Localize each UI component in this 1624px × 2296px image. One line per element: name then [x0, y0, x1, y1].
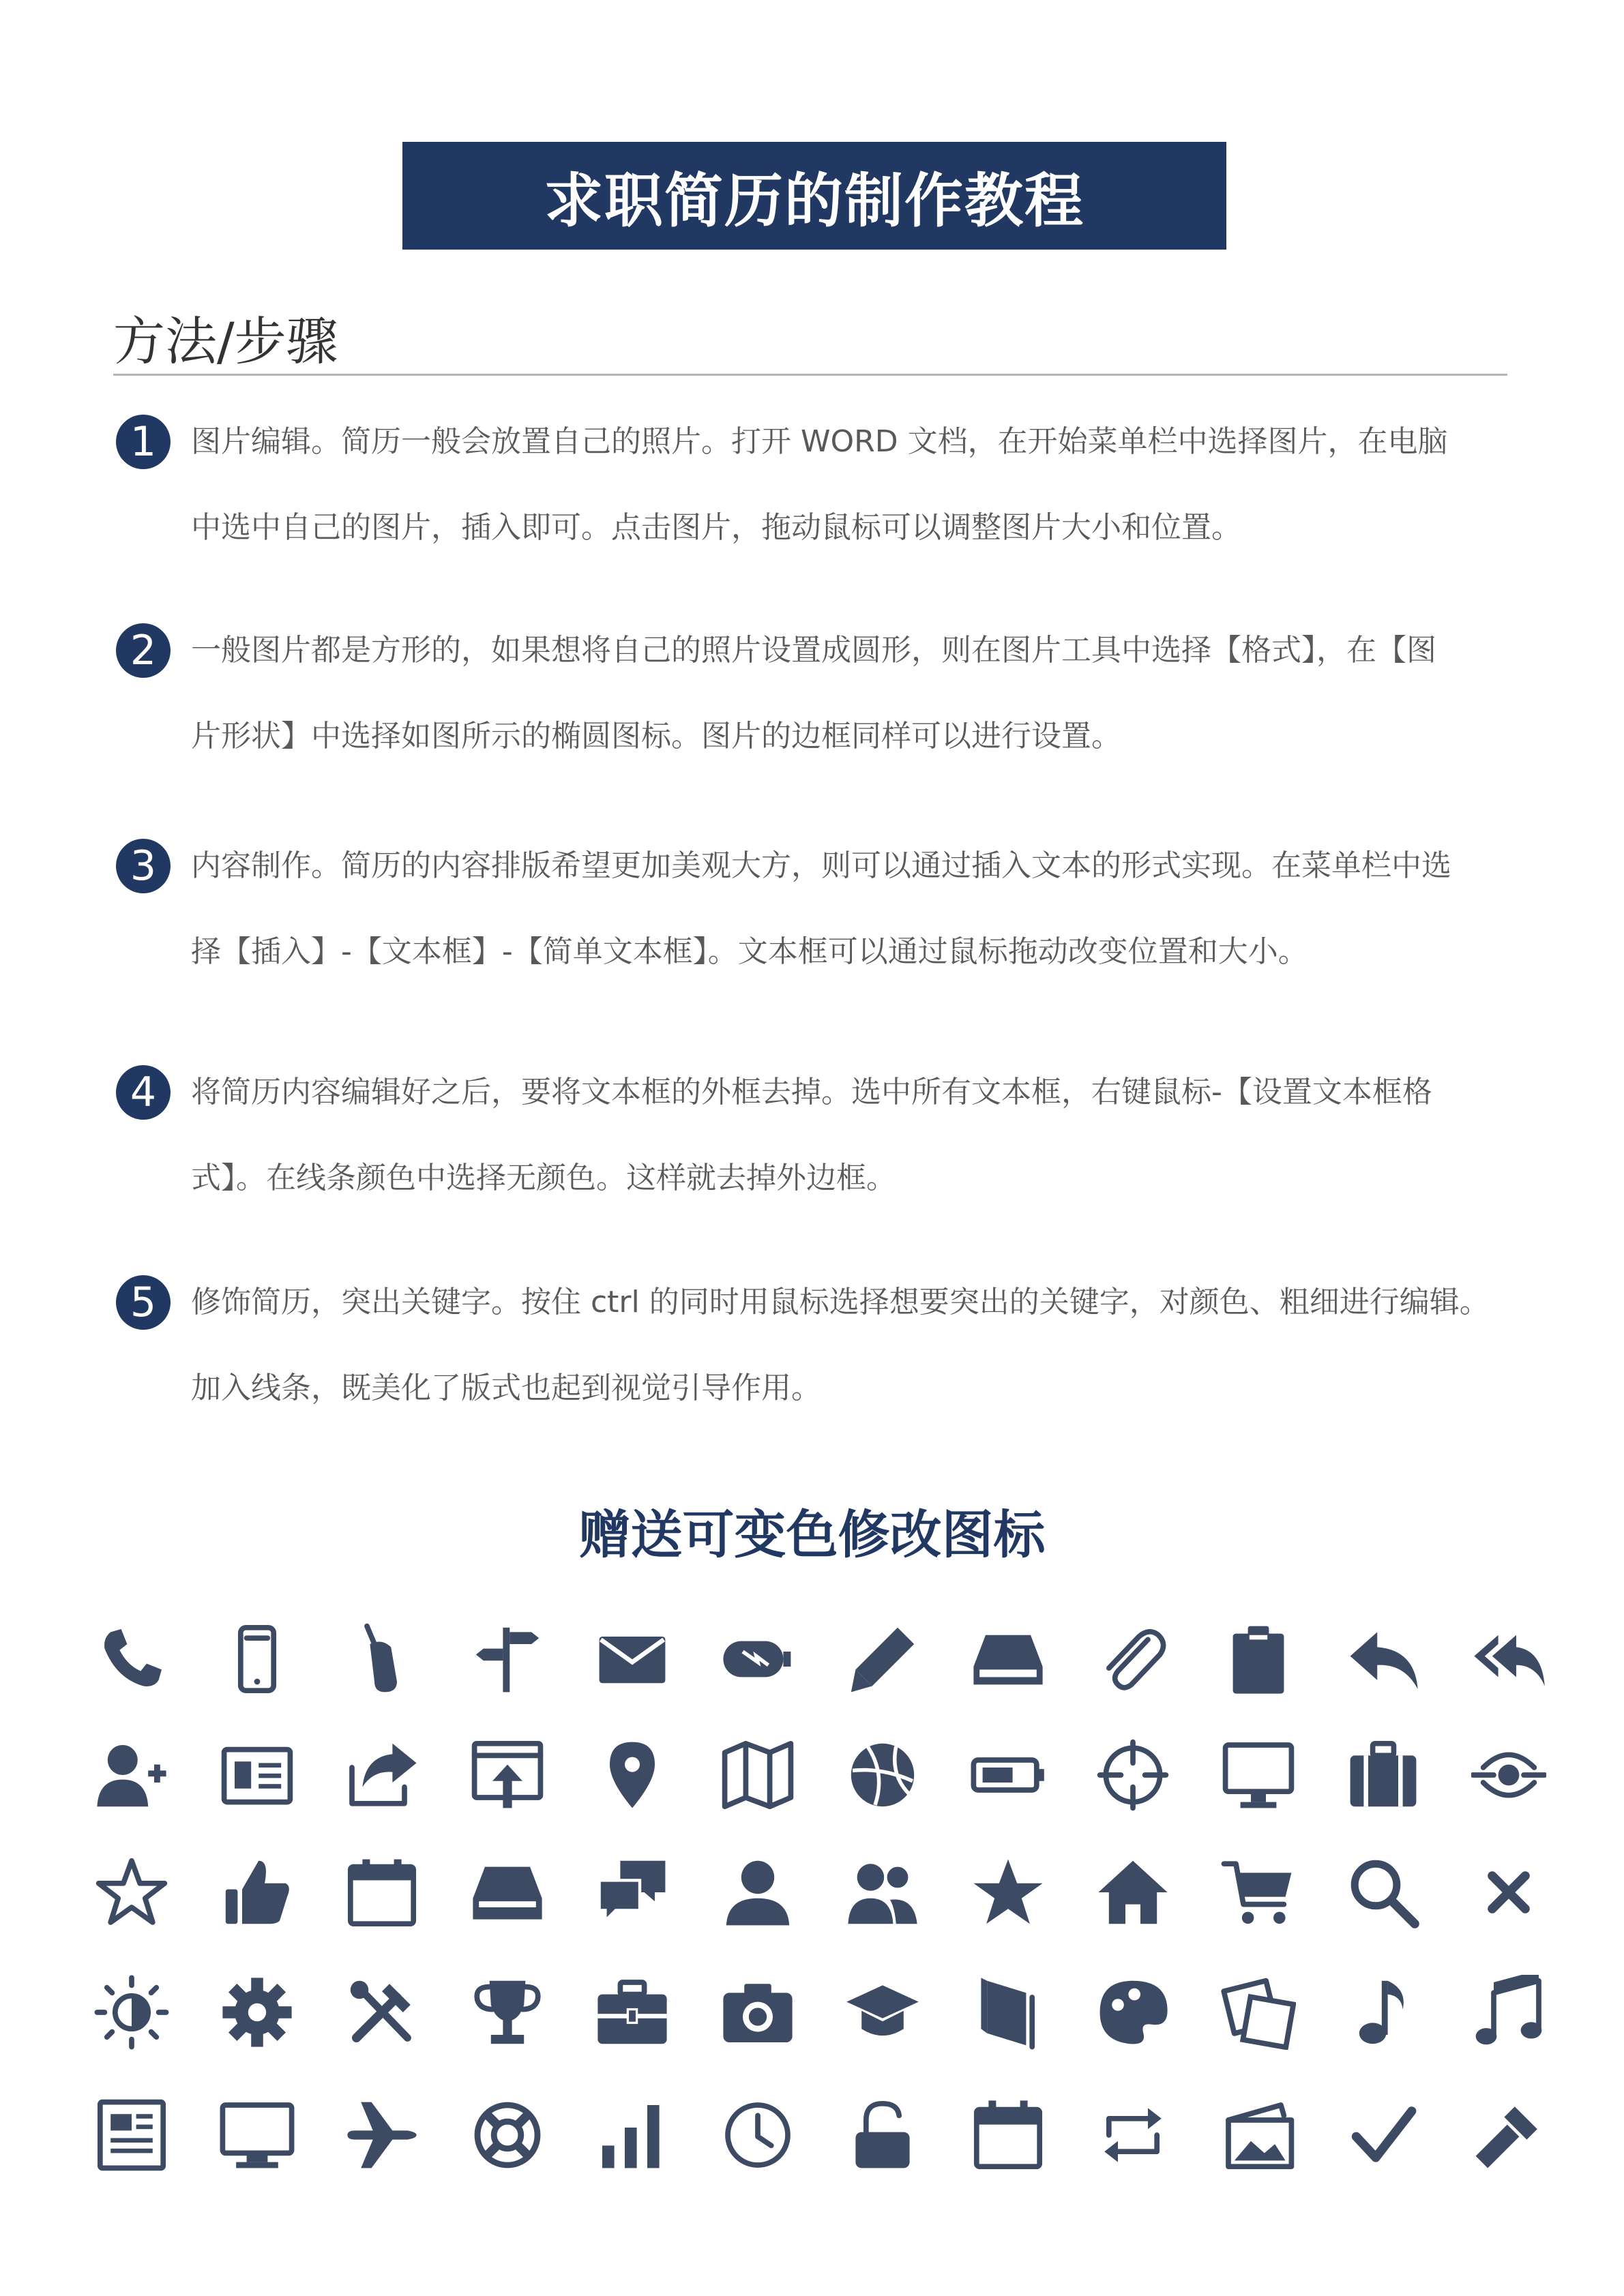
- repeat-icon: [1095, 2098, 1170, 2173]
- reply-icon: [1346, 1622, 1421, 1697]
- calendar-icon: [344, 1855, 419, 1930]
- palette-icon: [1095, 1975, 1170, 2050]
- trophy-icon: [470, 1975, 545, 2050]
- thumbs-up-icon: [220, 1855, 295, 1930]
- step-text-line-2: 式】。在线条颜色中选择无颜色。这样就去掉外边框。: [191, 1161, 896, 1195]
- clock-icon: [720, 2098, 795, 2173]
- user-icon: [720, 1855, 795, 1930]
- star-icon: [971, 1855, 1046, 1930]
- step-text-line-1: 内容制作。简历的内容排版希望更加美观大方，则可以通过插入文本的形式实现。在菜单栏中选: [191, 848, 1451, 883]
- clipboard-icon: [1221, 1622, 1296, 1697]
- cart-icon: [1221, 1855, 1296, 1930]
- lifebuoy-icon: [470, 2098, 545, 2173]
- basketball-icon: [845, 1738, 920, 1813]
- step-text-line-2: 择【插入】-【文本框】-【简单文本框】。文本框可以通过鼠标拖动改变位置和大小。: [191, 934, 1308, 969]
- pencil-icon: [845, 1622, 920, 1697]
- step-number-badge: 4: [116, 1065, 171, 1120]
- mail-icon: [595, 1622, 670, 1697]
- bar-chart-icon: [595, 2098, 670, 2173]
- step-number-badge: 1: [116, 415, 171, 469]
- crosshair-icon: [1095, 1738, 1170, 1813]
- page-title: 求职简历的制作教程: [402, 142, 1226, 250]
- signpost-icon: [470, 1622, 545, 1697]
- section-heading: 方法/步骤: [113, 311, 338, 372]
- flashlight-icon: [1471, 2098, 1546, 2173]
- chat-icon: [595, 1855, 670, 1930]
- calendar-alt-icon: [971, 2098, 1046, 2173]
- step-text-line-2: 中选中自己的图片，插入即可。点击图片，拖动鼠标可以调整图片大小和位置。: [191, 510, 1241, 545]
- desktop-icon: [220, 2098, 295, 2173]
- id-card-icon: [220, 1738, 295, 1813]
- step-text-line-2: 加入线条，既美化了版式也起到视觉引导作用。: [191, 1371, 821, 1405]
- share-icon: [344, 1738, 419, 1813]
- walkie-talkie-icon: [344, 1622, 419, 1697]
- checkmark-icon: [1346, 2098, 1421, 2173]
- camera-icon: [720, 1975, 795, 2050]
- toolbox-icon: [595, 1975, 670, 2050]
- step-number-badge: 5: [116, 1275, 171, 1330]
- step-text-line-1: 修饰简历，突出关键字。按住 ctrl 的同时用鼠标选择想要突出的关键字，对颜色、粗细进行编辑。: [191, 1285, 1490, 1320]
- step-text-line-1: 一般图片都是方形的，如果想将自己的照片设置成圆形，则在图片工具中选择【格式】，在【图: [191, 633, 1436, 668]
- step-number-badge: 2: [116, 623, 171, 678]
- battery-charging-icon: [720, 1622, 795, 1697]
- search-icon: [1346, 1855, 1421, 1930]
- inbox-icon: [470, 1855, 545, 1930]
- icons-section-title: 赠送可变色修改图标: [578, 1504, 1046, 1565]
- photos-icon: [1221, 1975, 1296, 2050]
- monitor-icon: [1221, 1738, 1296, 1813]
- upload-window-icon: [470, 1738, 545, 1813]
- users-icon: [845, 1855, 920, 1930]
- paperclip-icon: [1095, 1622, 1170, 1697]
- close-icon: [1471, 1855, 1546, 1930]
- battery-icon: [971, 1738, 1046, 1813]
- newspaper-icon: [94, 2098, 169, 2173]
- gear-icon: [220, 1975, 295, 2050]
- graduation-cap-icon: [845, 1975, 920, 2050]
- step-text-line-1: 图片编辑。简历一般会放置自己的照片。打开 WORD 文档，在开始菜单栏中选择图片，在电脑: [191, 424, 1448, 459]
- music-note-icon: [1346, 1975, 1421, 2050]
- brightness-icon: [94, 1975, 169, 2050]
- suitcase-icon: [1346, 1738, 1421, 1813]
- add-user-icon: [94, 1738, 169, 1813]
- picture-icon: [1221, 2098, 1296, 2173]
- location-pin-icon: [595, 1738, 670, 1813]
- eye-refresh-icon: [1471, 1738, 1546, 1813]
- phone-icon: [94, 1622, 169, 1697]
- map-icon: [720, 1738, 795, 1813]
- step-text-line-1: 将简历内容编辑好之后，要将文本框的外框去掉。选中所有文本框，右键鼠标-【设置文本框格: [191, 1075, 1432, 1109]
- tools-icon: [344, 1975, 419, 2050]
- airplane-icon: [344, 2098, 419, 2173]
- unlock-icon: [845, 2098, 920, 2173]
- music-notes-icon: [1471, 1975, 1546, 2050]
- mobile-icon: [220, 1622, 295, 1697]
- reply-all-icon: [1471, 1622, 1546, 1697]
- book-icon: [971, 1975, 1046, 2050]
- step-number-badge: 3: [116, 839, 171, 893]
- step-text-line-2: 片形状】中选择如图所示的椭圆图标。图片的边框同样可以进行设置。: [191, 719, 1121, 754]
- inbox-tray-icon: [971, 1622, 1046, 1697]
- home-icon: [1095, 1855, 1170, 1930]
- heading-divider: [113, 374, 1507, 376]
- star-outline-icon: [94, 1855, 169, 1930]
